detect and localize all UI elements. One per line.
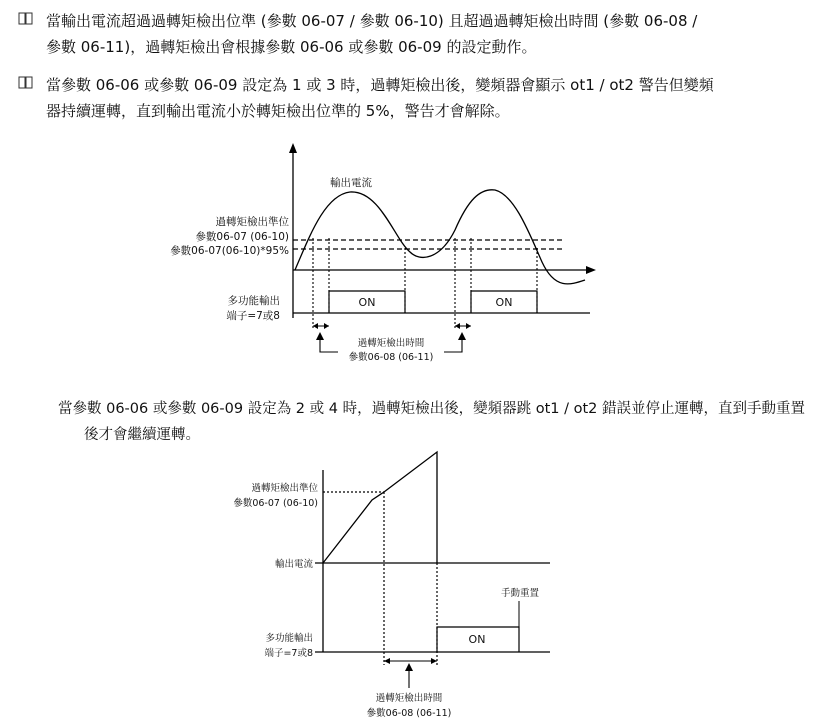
trip-detection-time-param-label: 參數06-08 (06-11) [366,708,452,719]
mode-2-4-line-2: 後才會繼續運轉。 [84,427,200,443]
on-label-2: ON [495,296,513,309]
trip-on-label: ON [468,633,486,646]
trip-multifunction-output-label: 多功能輸出 [265,633,313,644]
output-current-label: 輸出電流 [330,177,372,189]
trip-detection-time-label: 過轉矩檢出時間 [375,693,443,704]
detection-time-label: 過轉矩檢出時間 [357,338,425,349]
on-label-1: ON [358,296,376,309]
trip-terminal-setting-label: 端子=7或8 [264,648,313,659]
paragraph-2-line-2: 器持續運轉，直到輸出電流小於轉矩檢出位準的 5%，警告才會解除。 [46,102,510,120]
paragraph-1-line-2: 參數 06-11)，過轉矩檢出會根據參數 06-06 或參數 06-09 的設定動作。 [46,38,537,56]
paragraph-2-line-1: 當參數 06-06 或參數 06-09 設定為 1 或 3 時，過轉矩檢出後，變頻器會顯示 ot1 / ot2 警告但變頻 [46,76,714,94]
trip-torque-level-param-label: 參數06-07 (06-10) [233,498,318,509]
torque-level-95-label: 參數06-07(06-10)*95% [170,245,289,257]
trip-torque-level-label: 過轉矩檢出準位 [251,483,318,494]
mode-2-4-line-1: 當參數 06-06 或參數 06-09 設定為 2 或 4 時，過轉矩檢出後，變頻器跳 ot1 / ot2 錯誤並停止運轉，直到手動重置 [58,401,805,417]
detection-time-param-label: 參數06-08 (06-11) [348,352,434,363]
torque-level-label: 過轉矩檢出準位 [215,216,289,228]
torque-level-param-label: 參數06-07 (06-10) [195,231,289,243]
paragraph-1-line-1: 當輸出電流超過過轉矩檢出位準 (參數 06-07 / 參數 06-10) 且超過過轉矩檢出時間 (參數 06-08 / [46,12,698,30]
trip-output-current-label: 輸出電流 [274,559,313,570]
terminal-setting-label: 端子=7或8 [226,310,280,322]
multifunction-output-label: 多功能輸出 [227,295,280,307]
manual-reset-label: 手動重置 [500,588,540,599]
